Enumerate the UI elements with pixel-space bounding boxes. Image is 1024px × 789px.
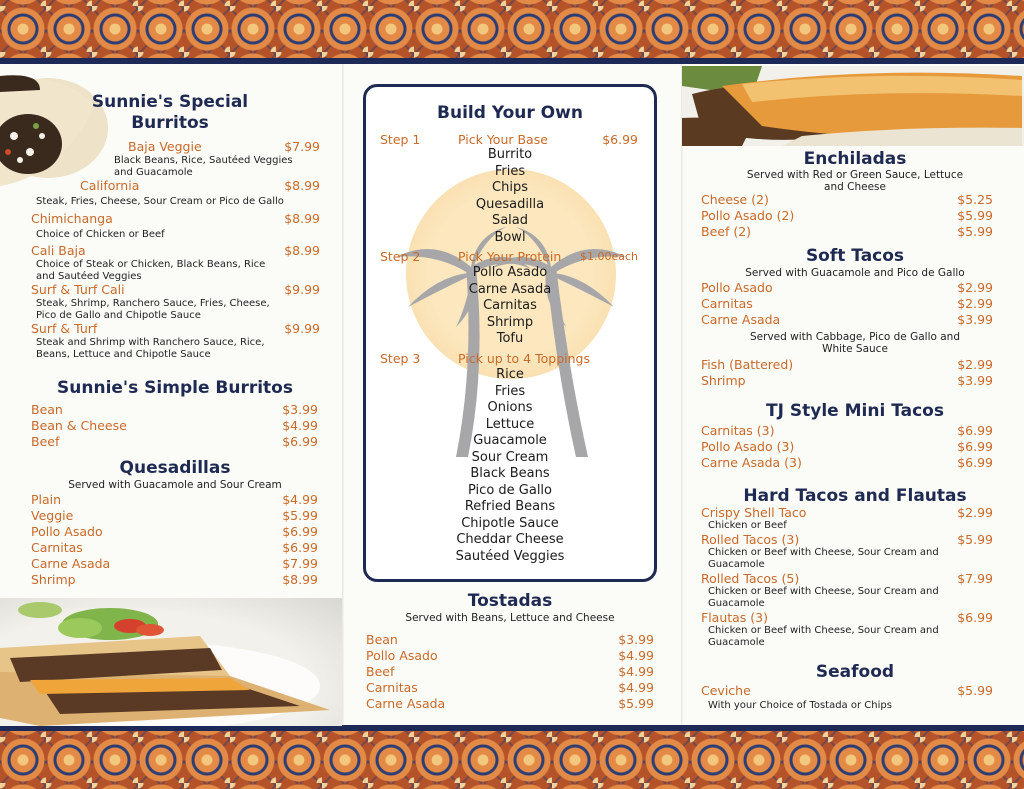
item-price: $3.99: [957, 312, 993, 327]
option-item: Sour Cream: [471, 449, 549, 465]
item-description: Steak, Shrimp, Ranchero Sauce, Fries, Cheese, Pico de Gallo and Chipotle Sauce: [36, 298, 270, 321]
menu-item: [31, 524, 318, 540]
item-description: Chicken or Beef: [708, 520, 787, 531]
step-price: $6.99: [602, 132, 638, 147]
item-description: Steak and Shrimp with Ranchero Sauce, Rice, Beans, Lettuce and Chipotle Sauce: [36, 337, 265, 360]
item-price: $8.99: [282, 572, 318, 587]
menu-item: [701, 532, 993, 548]
item-price: $7.99: [282, 556, 318, 571]
menu-item: [366, 696, 654, 712]
menu-item: [701, 208, 993, 224]
option-item: Pollo Asado: [472, 265, 548, 280]
menu-item: [366, 664, 654, 680]
item-price: $3.99: [618, 632, 654, 647]
menu-item: [31, 572, 318, 588]
item-name: Pollo Asado (3): [701, 439, 795, 454]
item-price: $5.99: [957, 224, 993, 239]
menu-item: [31, 321, 320, 337]
option-item: Onions: [487, 400, 533, 415]
option-item: Shrimp: [486, 314, 534, 330]
menu-item: [128, 139, 320, 155]
top-navy-strip: [0, 58, 1024, 64]
tostadas-title: Tostadas: [467, 591, 553, 611]
item-price: $4.99: [618, 664, 654, 679]
item-description: Chicken or Beef with Cheese, Sour Cream and Guacamole: [708, 547, 939, 570]
option-item: Cheddar Cheese: [456, 532, 564, 547]
item-price: $7.99: [284, 139, 320, 154]
menu-item: [701, 312, 993, 328]
menu-item: [31, 211, 320, 227]
item-name: Carnitas: [31, 540, 83, 555]
quesadilla-photo: [0, 598, 342, 726]
item-price: $6.99: [957, 439, 993, 454]
item-name: Carne Asada: [366, 696, 446, 711]
item-name: Rolled Tacos (5): [701, 571, 800, 586]
enchiladas-subtitle: Served with Red or Green Sauce, Lettuce and Cheese: [746, 169, 964, 193]
item-price: $2.99: [957, 296, 993, 311]
item-name: Shrimp: [701, 373, 746, 388]
hard-tacos-title: Hard Tacos and Flautas: [743, 486, 967, 506]
item-price: $6.99: [957, 455, 993, 470]
item-name: Surf & Turf: [31, 321, 98, 336]
item-price: $5.25: [957, 192, 993, 207]
item-price: $4.99: [282, 418, 318, 433]
menu-item: [701, 505, 993, 521]
build-your-own-title: Build Your Own: [437, 103, 583, 123]
item-name: Beef: [366, 664, 395, 679]
item-price: $6.99: [282, 524, 318, 539]
item-name: Carne Asada: [701, 312, 781, 327]
item-price: $2.99: [957, 357, 993, 372]
option-item: Guacamole: [473, 433, 547, 448]
menu-item: [701, 296, 993, 312]
item-name: Carne Asada: [31, 556, 111, 571]
panel-fold-right: [681, 64, 683, 725]
option-item: Black Beans: [470, 466, 550, 481]
menu-item: [31, 540, 318, 556]
option-item: Tofu: [496, 331, 524, 346]
soft-tacos-subtitle-2: Served with Cabbage, Pico de Gallo and White Sauce: [750, 331, 960, 355]
item-name: Carnitas: [366, 680, 418, 695]
option-item: Refried Beans: [464, 499, 556, 514]
item-price: $9.99: [284, 321, 320, 336]
topping-options: [366, 367, 654, 565]
option-item: Bowl: [494, 229, 526, 245]
menu-item: [701, 373, 993, 389]
menu-item: [31, 508, 318, 524]
menu-item: [701, 357, 993, 373]
bottom-tile-border: [0, 731, 1024, 789]
soft-tacos-subtitle: Served with Guacamole and Pico de Gallo: [745, 267, 965, 279]
top-tile-border: [0, 0, 1024, 58]
item-price: $5.99: [618, 696, 654, 711]
option-item: Carne Asada: [468, 281, 552, 297]
seafood-title: Seafood: [815, 662, 895, 682]
item-name: Ceviche: [701, 683, 751, 698]
protein-options: [366, 265, 654, 348]
item-name: Rolled Tacos (3): [701, 532, 800, 547]
step-price: $1.00each: [579, 250, 638, 263]
item-name: Bean: [366, 632, 398, 647]
menu-item: [701, 610, 993, 626]
option-item: Sautéed Veggies: [455, 548, 565, 564]
option-item: Chips: [492, 180, 528, 195]
item-name: Bean: [31, 402, 63, 417]
item-description: Black Beans, Rice, Sautéed Veggies and Guacamole: [114, 155, 293, 178]
item-name: Carne Asada (3): [701, 455, 802, 470]
item-name: Veggie: [31, 508, 74, 523]
item-price: $3.99: [282, 402, 318, 417]
tostadas-subtitle: Served with Beans, Lettuce and Cheese: [405, 612, 615, 624]
menu-item: [80, 178, 320, 194]
item-price: $2.99: [957, 505, 993, 520]
item-price: $7.99: [957, 571, 993, 586]
item-description: With your Choice of Tostada or Chips: [708, 700, 892, 711]
option-item: Salad: [491, 213, 529, 228]
option-item: Carnitas: [483, 298, 537, 313]
step-title: Pick up to 4 Toppings: [458, 351, 590, 366]
item-name: Bean & Cheese: [31, 418, 127, 433]
item-name: Shrimp: [31, 572, 76, 587]
item-description: Chicken or Beef with Cheese, Sour Cream and Guacamole: [708, 625, 939, 648]
item-price: $4.99: [618, 680, 654, 695]
item-price: $5.99: [282, 508, 318, 523]
base-options: [366, 147, 654, 246]
item-name: California: [80, 178, 140, 193]
item-price: $5.99: [957, 208, 993, 223]
option-item: Lettuce: [485, 416, 535, 432]
menu-item: [701, 439, 993, 455]
special-burritos-title: Sunnie's Special Burritos: [91, 92, 249, 133]
quesadillas-subtitle: Served with Guacamole and Sour Cream: [68, 479, 282, 491]
enchiladas-title: Enchiladas: [803, 149, 907, 169]
item-price: $4.99: [282, 492, 318, 507]
menu-item: [31, 418, 318, 434]
menu-item: [366, 632, 654, 648]
option-item: Quesadilla: [475, 196, 545, 212]
item-name: Chimichanga: [31, 211, 113, 226]
item-name: Carnitas (3): [701, 423, 775, 438]
item-name: Beef: [31, 434, 60, 449]
simple-burritos-title: Sunnie's Simple Burritos: [57, 378, 293, 398]
menu-item: [31, 434, 318, 450]
item-name: Pollo Asado: [31, 524, 103, 539]
soft-tacos-title: Soft Tacos: [805, 246, 905, 266]
option-item: Rice: [496, 367, 524, 382]
menu-item: [31, 556, 318, 572]
menu-item: [31, 282, 320, 298]
item-name: Fish (Battered): [701, 357, 794, 372]
build-your-own-box: [363, 84, 657, 582]
option-item: Pico de Gallo: [468, 482, 552, 498]
item-price: $6.99: [282, 540, 318, 555]
mini-tacos-title: TJ Style Mini Tacos: [766, 401, 944, 421]
menu-item: [366, 648, 654, 664]
item-name: Baja Veggie: [128, 139, 202, 154]
item-name: Pollo Asado: [366, 648, 438, 663]
step-title: Pick Your Base: [458, 132, 548, 147]
panel-fold-left: [342, 64, 344, 725]
item-name: Beef (2): [701, 224, 752, 239]
menu-item: [701, 280, 993, 296]
quesadillas-title: Quesadillas: [119, 458, 231, 478]
option-item: Chipotle Sauce: [461, 515, 559, 531]
item-name: Plain: [31, 492, 62, 507]
menu-item: [31, 402, 318, 418]
item-price: $4.99: [618, 648, 654, 663]
menu-item: [701, 224, 993, 240]
item-price: $6.99: [282, 434, 318, 449]
option-item: Fries: [494, 163, 526, 179]
item-name: Crispy Shell Taco: [701, 505, 807, 520]
menu-item: [31, 492, 318, 508]
item-price: $3.99: [957, 373, 993, 388]
item-price: $8.99: [284, 178, 320, 193]
item-description: Choice of Steak or Chicken, Black Beans, Rice and Sautéed Veggies: [36, 259, 266, 282]
item-name: Cali Baja: [31, 243, 86, 258]
menu-item: [366, 680, 654, 696]
item-price: $9.99: [284, 282, 320, 297]
item-description: Choice of Chicken or Beef: [36, 229, 165, 240]
item-name: Pollo Asado: [701, 280, 773, 295]
step-label: Step 2: [380, 249, 421, 264]
menu-item: [701, 571, 993, 587]
item-price: $5.99: [957, 532, 993, 547]
step-title: Pick Your Protein: [458, 249, 562, 264]
step-label: Step 1: [380, 132, 421, 147]
menu-item: [701, 423, 993, 439]
item-description: Chicken or Beef with Cheese, Sour Cream and Guacamole: [708, 586, 939, 609]
enchilada-photo: [682, 66, 1024, 146]
item-price: $2.99: [957, 280, 993, 295]
item-name: Flautas (3): [701, 610, 768, 625]
option-item: Burrito: [487, 147, 533, 162]
menu-item: [701, 192, 993, 208]
item-name: Surf & Turf Cali: [31, 282, 125, 297]
step-label: Step 3: [380, 351, 421, 366]
option-item: Fries: [494, 383, 526, 399]
menu-item: [701, 683, 993, 699]
item-price: $6.99: [957, 423, 993, 438]
item-name: Pollo Asado (2): [701, 208, 795, 223]
item-name: Cheese (2): [701, 192, 769, 207]
item-price: $6.99: [957, 610, 993, 625]
item-price: $5.99: [957, 683, 993, 698]
menu-item: [701, 455, 993, 471]
item-name: Carnitas: [701, 296, 753, 311]
item-price: $8.99: [284, 243, 320, 258]
item-description: Steak, Fries, Cheese, Sour Cream or Pico de Gallo: [36, 196, 284, 207]
menu-item: [31, 243, 320, 259]
item-price: $8.99: [284, 211, 320, 226]
